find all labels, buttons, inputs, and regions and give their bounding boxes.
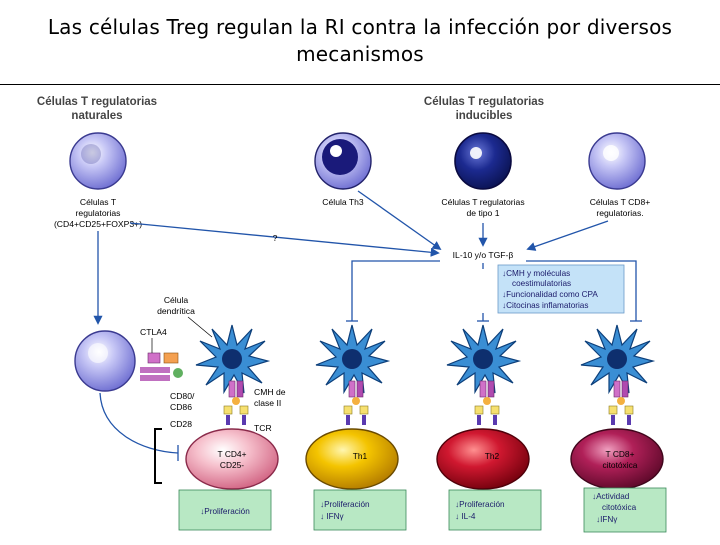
effects-line3: ↓Funcionalidad como CPA [502, 290, 598, 299]
label-tcr: TCR [254, 423, 272, 433]
label-cd80-line2: CD86 [170, 402, 192, 412]
outcome-box-3 [449, 490, 541, 530]
outcome-box-2 [314, 490, 406, 530]
slide-title-line2: mecanismos [296, 42, 424, 66]
label-mhc-line2: clase II [254, 398, 282, 408]
effects-line2: coestimulatorias [512, 279, 572, 288]
synapse-molecules-2 [344, 381, 368, 425]
bracket [155, 429, 162, 483]
cytokines-label: IL-10 y/o TGF-β [452, 250, 514, 260]
header-inducible-line1: Células T regulatorias [423, 96, 545, 108]
label-ctla4: CTLA4 [140, 327, 167, 337]
label-cd4-line2: CD25- [219, 460, 245, 470]
label-dendritic-line2: dendrítica [157, 306, 195, 316]
outcome-box-1 [179, 490, 271, 530]
synapse-molecules-3 [475, 381, 499, 425]
diagram-frame [0, 84, 720, 541]
ctla4-ligand [140, 353, 183, 381]
label-th1: Th1 [352, 451, 368, 461]
label-natural-treg-line1: Células T [79, 197, 117, 207]
synapse-molecules-4 [609, 381, 633, 425]
outcome-box-4 [584, 488, 666, 532]
label-cd8-treg-line1: Células T CD8+ [589, 197, 651, 207]
label-tr1-line1: Células T regulatorias [441, 197, 525, 207]
label-natural-treg-line3: (CD4+CD25+FOXP3+) [53, 219, 143, 229]
leader-dendritic [188, 317, 212, 337]
natural-treg-cell [70, 133, 126, 189]
header-inducible-line2: inducibles [455, 110, 513, 122]
natural-treg-contact-cell [75, 331, 135, 391]
label-cd8-line1: T CD8+ [605, 449, 635, 459]
label-dendritic-line1: Célula [163, 295, 189, 305]
label-mhc-line1: CMH de [254, 387, 286, 397]
outcome-box4-line3: ↓IFNγ [596, 515, 618, 524]
label-tr1-line2: de tipo 1 [466, 208, 500, 218]
outcome-box1-line1: ↓Proliferación [200, 507, 250, 516]
slide-title-line1: Las células Treg regulan la RI contra la infección por diversos [47, 15, 673, 39]
header-natural-line2: naturales [71, 110, 123, 122]
treg-diagram [0, 85, 720, 541]
cd8-treg-cell [589, 133, 645, 189]
cd4-target-cell [186, 429, 278, 489]
header-natural-line1: Células T regulatorias [36, 96, 158, 108]
th3-cell [315, 133, 371, 189]
label-cd8-line2: citotóxica [602, 460, 638, 470]
th2-target-cell [437, 429, 529, 489]
arrows-to-cytokines [130, 191, 608, 253]
label-th2: Th2 [484, 451, 500, 461]
label-natural-treg-line2: regulatorias [75, 208, 121, 218]
synapse-molecules-1 [224, 381, 248, 425]
slide-title [0, 14, 720, 68]
outcome-box4-line2: citotóxica [602, 503, 637, 512]
label-cd4-line1: T CD4+ [217, 449, 247, 459]
outcome-box4-line1: ↓Actividad [592, 492, 630, 501]
label-cd80-line1: CD80/ [170, 391, 195, 401]
natural-treg-inhibition [100, 393, 178, 461]
outcome-box3-line2: ↓ IL-4 [455, 512, 476, 521]
question-mark: ? [272, 233, 278, 243]
th1-target-cell [306, 429, 398, 489]
label-cd8-treg-line2: regulatorias. [596, 208, 644, 218]
effects-line4: ↓Citocinas inflamatorias [502, 301, 589, 310]
tr1-cell [455, 133, 511, 189]
outcome-box2-line1: ↓Proliferación [320, 500, 370, 509]
effects-box [498, 265, 624, 313]
outcome-box2-line2: ↓ IFNγ [320, 512, 344, 521]
label-cd28: CD28 [170, 419, 192, 429]
outcome-box3-line1: ↓Proliferación [455, 500, 505, 509]
cd8-target-cell [571, 429, 663, 489]
label-th3: Célula Th3 [322, 197, 364, 207]
effects-line1: ↓CMH y moléculas [502, 269, 571, 278]
